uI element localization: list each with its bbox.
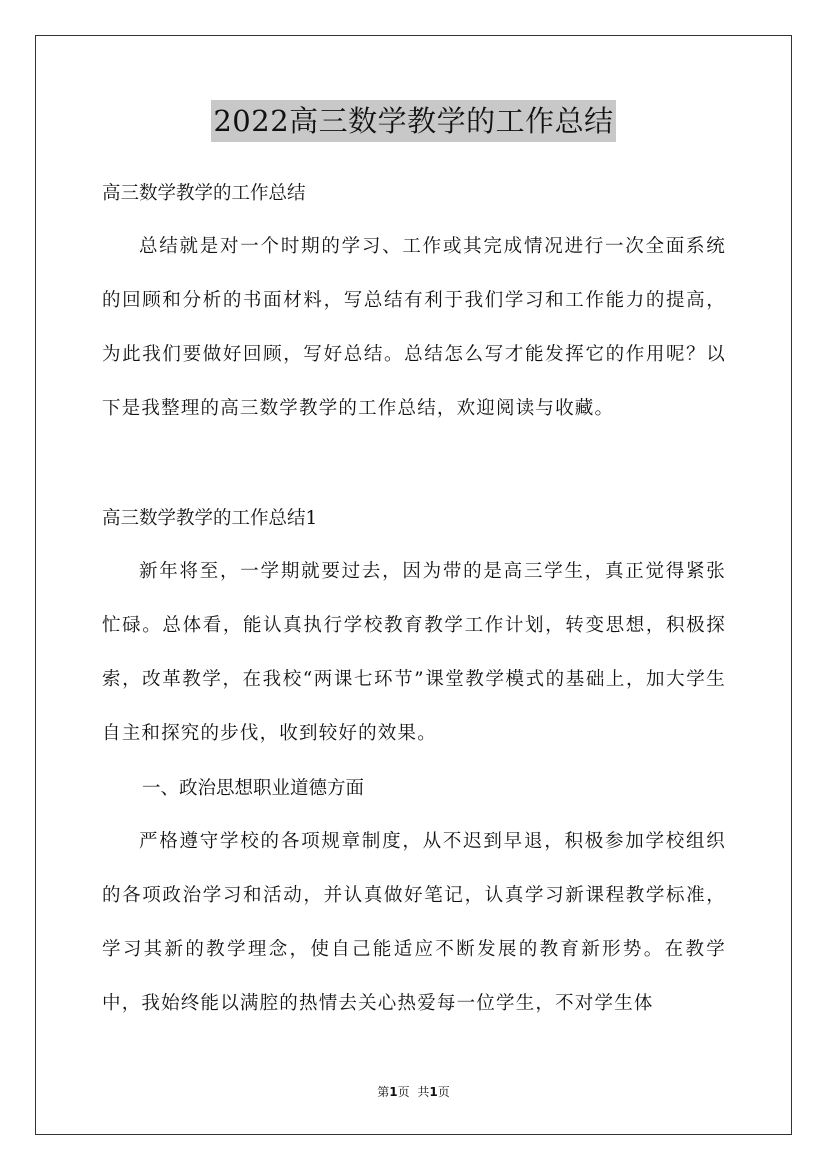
document-subtitle: 高三数学教学的工作总结 [102,183,306,204]
title-container [0,100,827,142]
section-heading-1: 高三数学教学的工作总结1 [102,508,318,529]
footer-page-prefix: 第 [377,1085,390,1099]
subsection-heading-1: 一、政治思想职业道德方面 [142,778,365,799]
footer-page-number: 1 [389,1085,398,1099]
intro-paragraph: 总结就是对一个时期的学习、工作或其完成情况进行一次全面系统的回顾和分析的书面材料，写总结有利于我们学习和工作能力的提高，为此我们要做好回顾，写好总结。总结怎么写才能发挥它的作用呢？以下是我整理的高三数学教学的工作总结，欢迎阅读与收藏。 [102,236,726,419]
footer-total-suffix: 页 [437,1085,450,1099]
footer-total-prefix: 共 [417,1085,430,1099]
subsection1-paragraph: 严格遵守学校的各项规章制度，从不迟到早退，积极参加学校组织的各项政治学习和活动，并认真做好笔记，认真学习新课程教学标准，学习其新的教学理念，使自己能适应不断发展的教育新形势。在教学中，我始终能以满腔的热情去关心热爱每一位学生，不对学生体 [102,831,726,1014]
section1-paragraph: 新年将至，一学期就要过去，因为带的是高三学生，真正觉得紧张忙碌。总体看，能认真执行学校教育教学工作计划，转变思想，积极探索，改革教学，在我校“两课七环节”课堂教学模式的基础上，加大学生自主和探究的步伐，收到较好的效果。 [102,561,726,744]
footer-total-number: 1 [429,1085,438,1099]
page-footer [0,1083,827,1100]
document-title: 2022高三数学教学的工作总结 [211,100,615,142]
footer-page-suffix: 页 [397,1085,410,1099]
